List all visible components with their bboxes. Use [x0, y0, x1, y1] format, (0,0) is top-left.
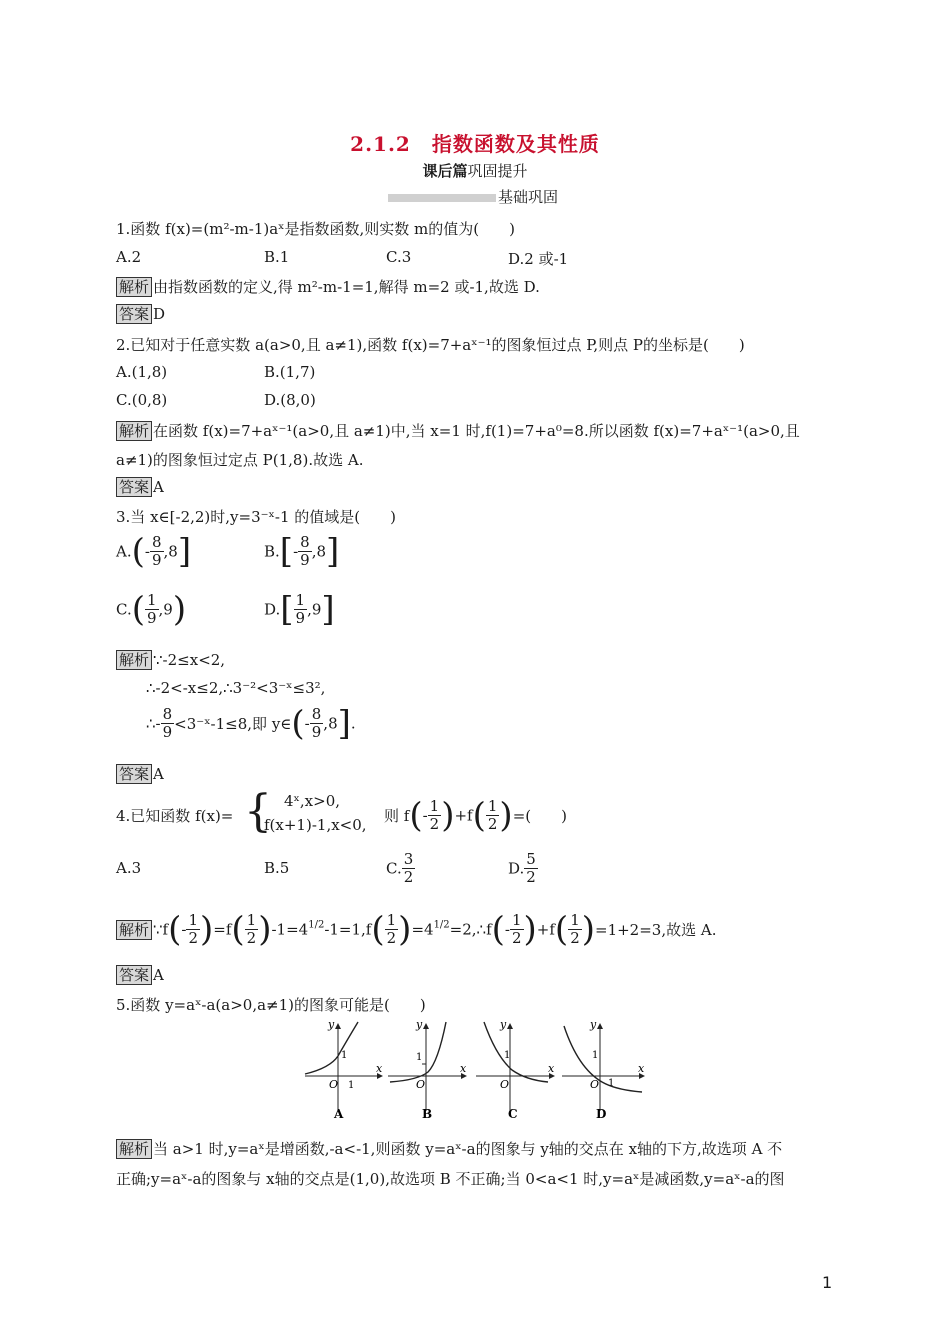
svg-text:B: B: [422, 1107, 433, 1121]
q3-option-a: A.(- $\frac{8}{9}$ ,8]: [116, 531, 192, 572]
svg-text:1: 1: [608, 1078, 615, 1089]
svg-text:1: 1: [504, 1050, 511, 1061]
q2-option-c: C.(0,8): [116, 391, 168, 409]
q3-analysis-line3: ∴- $\frac{8}{9}$ <3⁻ˣ-1≤8,即 y∈(- $\frac{8}{9}$ ,8].: [146, 703, 356, 744]
svg-text:O: O: [500, 1078, 510, 1091]
svg-text:C: C: [508, 1107, 518, 1121]
subtitle-bold: 课后篇: [422, 162, 468, 180]
svg-text:y: y: [590, 1018, 597, 1031]
page: 2.1.2 指数函数及其性质 课后篇巩固提升 基础巩固 1.函数 f(x)=(m²-m-1)aˣ是指数函数,则实数 m的值为( ) A.2 B.1 C.3 D.2 或-1 解析 由指数函数的定义,得 m²-m-1=1,解得 m=2 或-1,故选 D. 答案 D 2.已知对于任意实数 a(a>0,且 a≠1),函数 f(x)=7+aˣ⁻¹的图象恒过点 P,则点 P的坐标是( ) A.(1,8) B.(1,7) C.(0,8) D.(8,0) 解析 在函数 f(x)=7+aˣ⁻¹(a>0,且 a≠1)中,当 x=1 时,f(1)=7+a⁰=8.所以函数 f(x)=7+aˣ⁻¹(a>0,且 a≠1)的图象恒过定点 P(1,8).故选 A. 答案 A 3.当 x∈[-2,2)时,y=3⁻ˣ-1 的值域是( ) A.(- $\frac{8}{9}$ ,8] B.[- $\frac{8}{9}$ ,8] C.( $\frac{1}{9}$ ,9) D.[ $\frac{1}{9}$ ,9] 解析 ∵-2≤x<2, ∴-2<-x≤2,∴3⁻²<3⁻ˣ≤3², ∴- $\frac{8}{9}$ <3⁻ˣ-1≤8,即 y∈(- $\frac{8}{9}$ ,8]. 答案 A 4.已知函数 f(x)= { 4ˣ,x>0, f(x+1)-1,x<0, 则 f(- $\frac{1}{2}$ )+f( $\frac{1}{2}$ )=( ) A.3 B.5 C. $\frac{3}{2}$ D. $\frac{5}{2}$ 解析 ∵f(- $\frac{1}{2}$ )=f( $\frac{1}{2}$ )$-1=4^{1/2}-1=1,f$( $\frac{1}{2}$ )$=4^{1/2}=2,\therefore f(-$ $\frac{1}{2}$ )+f( $\frac{1}{2}$ )=1+2=3,故选 A. 答案 A 5.函数 y=aˣ-a(a>0,a≠1)的图象可能是( ) y x O 1 1 A y x O 1 B y x O 1 C y x O 1 1 D 解析 当 a>1 时,y=aˣ是增函数,-a<-1,则函数 y=aˣ-a的图象与 y轴的交点在 x轴的下方,故选项 A 不 正确;y=aˣ-a的图象与 x轴的交点是(1,0),故选项 B 不正确;当 0<a<1 时,y=aˣ是减函数,y=aˣ-a的图 1: [0, 0, 950, 1344]
q3-analysis-line1: ∵-2≤x<2,: [153, 651, 226, 669]
svg-text:y: y: [500, 1018, 507, 1031]
q4-analysis: 解析 ∵f(- $\frac{1}{2}$ )=f( $\frac{1}{2}$ )$-1=4^{1/2}-1=1,f$( $\frac{1}{2}$ )$=4^{1/2}=2,\therefore f(-$ $\frac{1}{2}$ )+f( $\frac{1}{2}$ )=1+2=3,故选 A.: [116, 912, 716, 947]
q1-analysis-text: 由指数函数的定义,得 m²-m-1=1,解得 m=2 或-1,故选 D.: [153, 278, 540, 296]
q4-option-a: A.3: [116, 859, 142, 877]
subtitle-rest: 巩固提升: [467, 162, 528, 180]
q1-analysis: [116, 276, 540, 297]
q3-analysis: [116, 650, 225, 670]
q3-answer-text: A: [153, 765, 164, 783]
q1-answer: [116, 304, 165, 324]
analysis-tag: 解析: [116, 650, 152, 670]
graph-d: [562, 1018, 645, 1121]
svg-text:x: x: [548, 1062, 555, 1075]
q4-answer: [116, 965, 164, 985]
answer-tag: 答案: [116, 304, 152, 324]
page-number: 1: [822, 1273, 833, 1292]
level-label: 基础巩固: [498, 188, 559, 206]
q3-option-d: D.[ $\frac{1}{9}$ ,9]: [264, 589, 335, 630]
graph-b: [388, 1018, 467, 1121]
q2-analysis: [116, 420, 800, 441]
q5-graphs: [300, 1016, 660, 1126]
analysis-tag: 解析: [116, 277, 152, 297]
q5-analysis: [116, 1138, 782, 1159]
svg-text:O: O: [329, 1078, 339, 1091]
svg-text:y: y: [328, 1018, 335, 1031]
q1-stem: 1.函数 f(x)=(m²-m-1)aˣ是指数函数,则实数 m的值为( ): [116, 220, 515, 238]
q5-stem: 5.函数 y=aˣ-a(a>0,a≠1)的图象可能是( ): [116, 996, 426, 1014]
level-bar: [388, 194, 496, 202]
q3-answer: [116, 764, 164, 784]
answer-tag: 答案: [116, 764, 152, 784]
q4-option-b: B.5: [264, 859, 290, 877]
q3-option-b: B.[- $\frac{8}{9}$ ,8]: [264, 531, 340, 572]
svg-text:A: A: [334, 1107, 344, 1121]
svg-text:1: 1: [416, 1052, 423, 1063]
graph-c: [476, 1018, 555, 1121]
q3-option-c: C.( $\frac{1}{9}$ ,9): [116, 589, 187, 630]
q2-answer: [116, 477, 164, 497]
q4-option-d: D. $\frac{5}{2}$: [508, 850, 536, 886]
q2-analysis-line1: 在函数 f(x)=7+aˣ⁻¹(a>0,且 a≠1)中,当 x=1 时,f(1)=7+a⁰=8.所以函数 f(x)=7+aˣ⁻¹(a>0,且: [153, 422, 800, 440]
q4-option-c: C. $\frac{3}{2}$: [386, 850, 414, 886]
svg-text:1: 1: [341, 1050, 348, 1061]
q2-analysis-line2: a≠1)的图象恒过定点 P(1,8).故选 A.: [116, 451, 364, 469]
q1-option-d: D.2 或-1: [508, 250, 569, 268]
q2-option-b: B.(1,7): [264, 363, 316, 381]
analysis-tag: 解析: [116, 421, 152, 441]
q5-analysis-line2: 正确;y=aˣ-a的图象与 x轴的交点是(1,0),故选项 B 不正确;当 0<a<1 时,y=aˣ是减函数,y=aˣ-a的图: [116, 1170, 785, 1188]
q3-analysis-line2: ∴-2<-x≤2,∴3⁻²<3⁻ˣ≤3²,: [146, 679, 326, 697]
svg-text:x: x: [376, 1062, 383, 1075]
q1-option-b: B.1: [264, 248, 290, 266]
section-title: 2.1.2 指数函数及其性质: [350, 132, 600, 156]
q1-option-c: C.3: [386, 248, 412, 266]
q1-option-a: A.2: [116, 248, 142, 266]
q5-analysis-line1: 当 a>1 时,y=aˣ是增函数,-a<-1,则函数 y=aˣ-a的图象与 y轴的交点在 x轴的下方,故选项 A 不: [153, 1140, 783, 1158]
q2-option-d: D.(8,0): [264, 391, 316, 409]
svg-text:y: y: [416, 1018, 423, 1031]
svg-text:O: O: [416, 1078, 426, 1091]
q2-stem: 2.已知对于任意实数 a(a>0,且 a≠1),函数 f(x)=7+aˣ⁻¹的图象恒过点 P,则点 P的坐标是( ): [116, 336, 745, 354]
answer-tag: 答案: [116, 965, 152, 985]
svg-text:D: D: [596, 1107, 607, 1121]
analysis-tag: 解析: [116, 920, 152, 940]
q2-option-a: A.(1,8): [116, 363, 168, 381]
q4-answer-text: A: [153, 966, 164, 984]
svg-text:O: O: [590, 1078, 600, 1091]
svg-text:1: 1: [592, 1050, 599, 1061]
svg-text:x: x: [638, 1062, 645, 1075]
level-heading: [388, 186, 558, 207]
section-subtitle: [0, 160, 950, 181]
analysis-tag: 解析: [116, 1139, 152, 1159]
svg-text:1: 1: [348, 1080, 355, 1091]
svg-text:x: x: [460, 1062, 467, 1075]
q2-answer-text: A: [153, 478, 164, 496]
graph-a: [305, 1018, 383, 1121]
q1-answer-text: D: [153, 305, 166, 323]
q3-stem: 3.当 x∈[-2,2)时,y=3⁻ˣ-1 的值域是( ): [116, 508, 396, 526]
answer-tag: 答案: [116, 477, 152, 497]
